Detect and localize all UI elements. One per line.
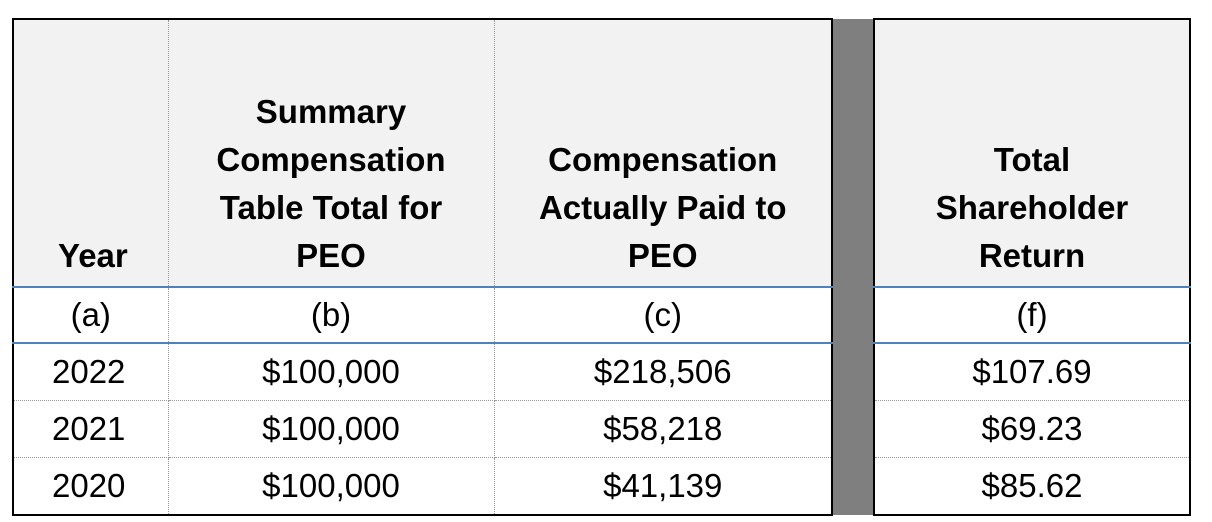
cell-year: 2022 [13,343,168,401]
gap-column-cell [832,343,874,401]
cell-sct-total: $100,000 [168,458,494,516]
pay-versus-performance-table [12,18,1191,516]
letter-year: (a) [13,287,168,343]
header-sct-total-line-4: PEO [296,237,366,274]
table-row [13,401,1190,458]
header-tsr [874,19,1190,287]
column-letter-row [13,287,1190,343]
header-tsr-line-1: Total [993,141,1071,178]
letter-tsr: (f) [874,287,1190,343]
cell-cap: $58,218 [494,401,832,458]
letter-sct-total: (b) [168,287,494,343]
header-sct-total-line-1: Summary [255,93,407,130]
cell-cap: $41,139 [494,458,832,516]
cell-cap: $218,506 [494,343,832,401]
header-cap-line-3: PEO [627,237,698,274]
cell-year: 2021 [13,401,168,458]
header-cap [494,19,832,287]
gap-column-cell [832,287,874,343]
gap-column-header [832,19,874,287]
cell-sct-total: $100,000 [168,401,494,458]
header-tsr-line-3: Return [978,237,1086,274]
gap-column-cell [832,401,874,458]
cell-tsr: $69.23 [874,401,1190,458]
header-row [13,19,1190,287]
table-row [13,458,1190,516]
header-sct-total-line-2: Compensation [216,141,446,178]
cell-year: 2020 [13,458,168,516]
header-cap-line-1: Compensation [548,141,778,178]
header-tsr-line-2: Shareholder [935,189,1129,226]
cell-tsr: $107.69 [874,343,1190,401]
pay-versus-performance-table-wrap [12,18,1191,516]
header-sct-total [168,19,494,287]
gap-column-cell [832,458,874,516]
letter-cap: (c) [494,287,832,343]
cell-sct-total: $100,000 [168,343,494,401]
header-year: Year [13,19,168,287]
header-cap-line-2: Actually Paid to [538,189,787,226]
table-row [13,343,1190,401]
header-sct-total-line-3: Table Total for [219,189,443,226]
cell-tsr: $85.62 [874,458,1190,516]
